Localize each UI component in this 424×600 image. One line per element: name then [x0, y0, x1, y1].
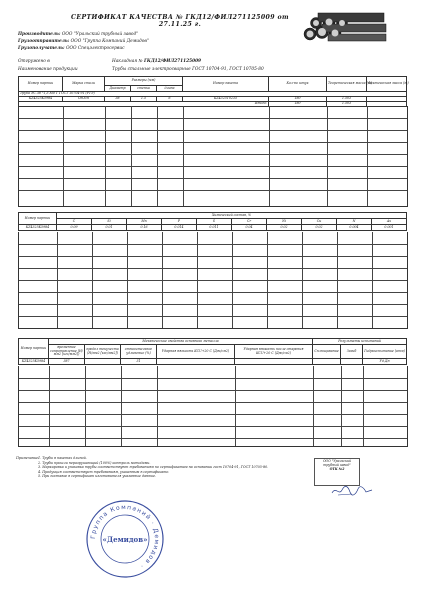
total-label: Итого:: [19, 102, 269, 107]
cell-pipe-no: KZ4325T0235: [183, 97, 269, 102]
stamp-center-text: «Демидов»: [102, 535, 148, 544]
col-pipe-no: Номер пакета: [183, 77, 269, 92]
chem-val: 0.02: [267, 225, 302, 231]
col-qty: Кол-во штук: [269, 77, 327, 92]
chem-el-as: As: [372, 219, 407, 225]
col-theor-weight: Теоретическая масса (т): [327, 77, 367, 92]
chem-val: 0.004: [337, 225, 372, 231]
mech-col: предел текучести (Н/мм2 [кгс/мм2]): [85, 345, 121, 359]
chem-table: [18, 212, 407, 231]
consignee-value: ООО Спецэлектросервис: [65, 46, 125, 51]
stamp-ring-text: Группа Компаний · Демидов ·: [89, 503, 161, 570]
chem-empty-area: [18, 232, 408, 329]
chem-val: 0.16: [127, 225, 162, 231]
mech-empty-area: [18, 366, 408, 447]
cell-length: 6: [157, 97, 183, 102]
chem-row-number: KZ4325K5984: [19, 225, 57, 231]
mech-tests-title: Результаты испытаний: [313, 339, 407, 345]
cell-diameter: 38: [105, 97, 131, 102]
notes-block: [16, 456, 269, 479]
manufacturer-line: [18, 32, 138, 37]
mech-number-header: Номер партии: [19, 339, 49, 359]
document-title: СЕРТИФИКАТ КАЧЕСТВА № ГКД12/ФИЛ271125009 от 27.11.25 г.: [71, 14, 289, 28]
table-row: [19, 225, 407, 231]
mech-val: 31: [121, 359, 157, 365]
chem-val: 0.01: [92, 225, 127, 231]
note-line: 1. Трубы в пакетах длиной.: [38, 456, 87, 460]
cell-qty: 180: [269, 97, 327, 102]
chem-title: Химический состав, %: [57, 213, 407, 219]
chem-val: 0.014: [162, 225, 197, 231]
products-empty-area: [18, 106, 408, 207]
mech-row-number: KZ4325K5984: [19, 359, 49, 365]
consignee-label: Грузополучатель:: [18, 46, 65, 51]
chem-val: 0.09: [57, 225, 92, 231]
mech-title: Механические свойства основного металла: [49, 339, 313, 345]
col-grade: Марка стали: [63, 77, 105, 92]
mech-col: Сплющивание: [313, 345, 341, 359]
chem-el-s: S: [197, 219, 232, 225]
mech-col: Ударная вязкость после старения KCU+20 С (Дж/см2): [235, 345, 313, 359]
chem-el-cu: Cu: [302, 219, 337, 225]
consignee-line: [18, 46, 125, 51]
cell-number: KZ4325K5984: [19, 97, 63, 102]
cell-wall: 1.5: [131, 97, 157, 102]
invoice-value: ГКД12/ФИЛ271125009: [143, 59, 202, 64]
chem-el-cr: Cr: [232, 219, 267, 225]
otk-stamp-line: ООО "Уральский: [322, 459, 352, 463]
mech-col: относительное удлинение (%): [121, 345, 157, 359]
table-row: [19, 359, 407, 365]
note-line: 3. Маркировка и упаковка трубы соответствуют требованиям по сертификатам на основании гост 10704-91, ГОСТ 10705-80.: [38, 465, 269, 470]
shipped-label: Отгружено в: [18, 59, 50, 64]
product-label: Наименование продукции: [18, 67, 78, 72]
cell-grade: Ст3сп: [63, 97, 105, 102]
products-table: [18, 76, 407, 107]
shipped-line: [18, 59, 50, 64]
chem-el-ni: Ni: [267, 219, 302, 225]
pipes-image: [300, 8, 386, 42]
notes-heading: Примечание:: [16, 456, 40, 460]
mech-table: [18, 338, 407, 365]
shipper-value: ООО "Группа Компаний Демидов": [70, 39, 149, 44]
chem-val: 0.04: [232, 225, 267, 231]
invoice-label: Накладная №: [112, 59, 143, 64]
chem-el-p: P: [162, 219, 197, 225]
mech-val: [235, 359, 313, 365]
mech-val: Уд.Дн: [363, 359, 407, 365]
mech-col: Загиб: [341, 345, 363, 359]
col-wall: стенка: [131, 86, 157, 92]
otk-stamp-line: ОТК №2: [329, 467, 345, 471]
col-length: длина: [157, 86, 183, 92]
mech-val: [157, 359, 235, 365]
mech-col: Ударная вязкость KCU+20 С (Дж/см2): [157, 345, 235, 359]
note-line: 2. Трубы прошли неразрушающий (100%) контроль методами.: [38, 460, 151, 465]
otk-stamp-line: трубный завод": [323, 463, 351, 467]
mech-col: Гидроиспытание (атм): [363, 345, 407, 359]
total-qty: 180: [269, 102, 327, 107]
note-line: 5. При поставке в сертификат изготовителя указанные данные.: [38, 474, 157, 479]
chem-el-mn: Mn: [127, 219, 162, 225]
mech-val: [313, 359, 341, 365]
chem-el-n: N: [337, 219, 372, 225]
product-line: [18, 67, 78, 72]
mech-val: [341, 359, 363, 365]
manufacturer-value: ООО "Уральский трубный завод": [61, 32, 139, 37]
mech-col: временное сопротивление (Н/мм2 [кгс/мм2]): [49, 345, 85, 359]
signature: [330, 482, 374, 498]
product-value: Трубы стальные электросварные ГОСТ 10704-91, ГОСТ 10705-80: [112, 67, 264, 72]
shipper-line: [18, 39, 149, 44]
chem-val: 0.02: [302, 225, 337, 231]
col-size-group: Размеры (мм): [105, 77, 183, 86]
col-fact-weight: Фактическая масса (т): [367, 77, 407, 92]
col-diameter: Диаметр: [105, 86, 131, 92]
chem-val: 0.011: [197, 225, 232, 231]
cell-theor-weight: 1.503: [327, 97, 367, 102]
invoice-line: [112, 59, 201, 64]
note-line: 4. Продукция соответствует требованиям, указанным в сертификате.: [38, 469, 170, 474]
chem-el-c: C: [57, 219, 92, 225]
chem-number-header: Номер партии: [19, 213, 57, 225]
total-weight: 1.503: [327, 102, 367, 107]
shipper-label: Грузоотправитель:: [18, 39, 70, 44]
company-round-stamp: [84, 498, 166, 580]
chem-val: 0.001: [372, 225, 407, 231]
chem-el-si: Si: [92, 219, 127, 225]
section-label: Труба ЭС 38 *1,5 Мд Т ГОСТ 10704-91 (РТЭ): [19, 92, 407, 97]
col-number: Номер партии: [19, 77, 63, 92]
mech-val: [85, 359, 121, 365]
manufacturer-label: Производитель:: [18, 32, 61, 37]
mech-val: 387: [49, 359, 85, 365]
